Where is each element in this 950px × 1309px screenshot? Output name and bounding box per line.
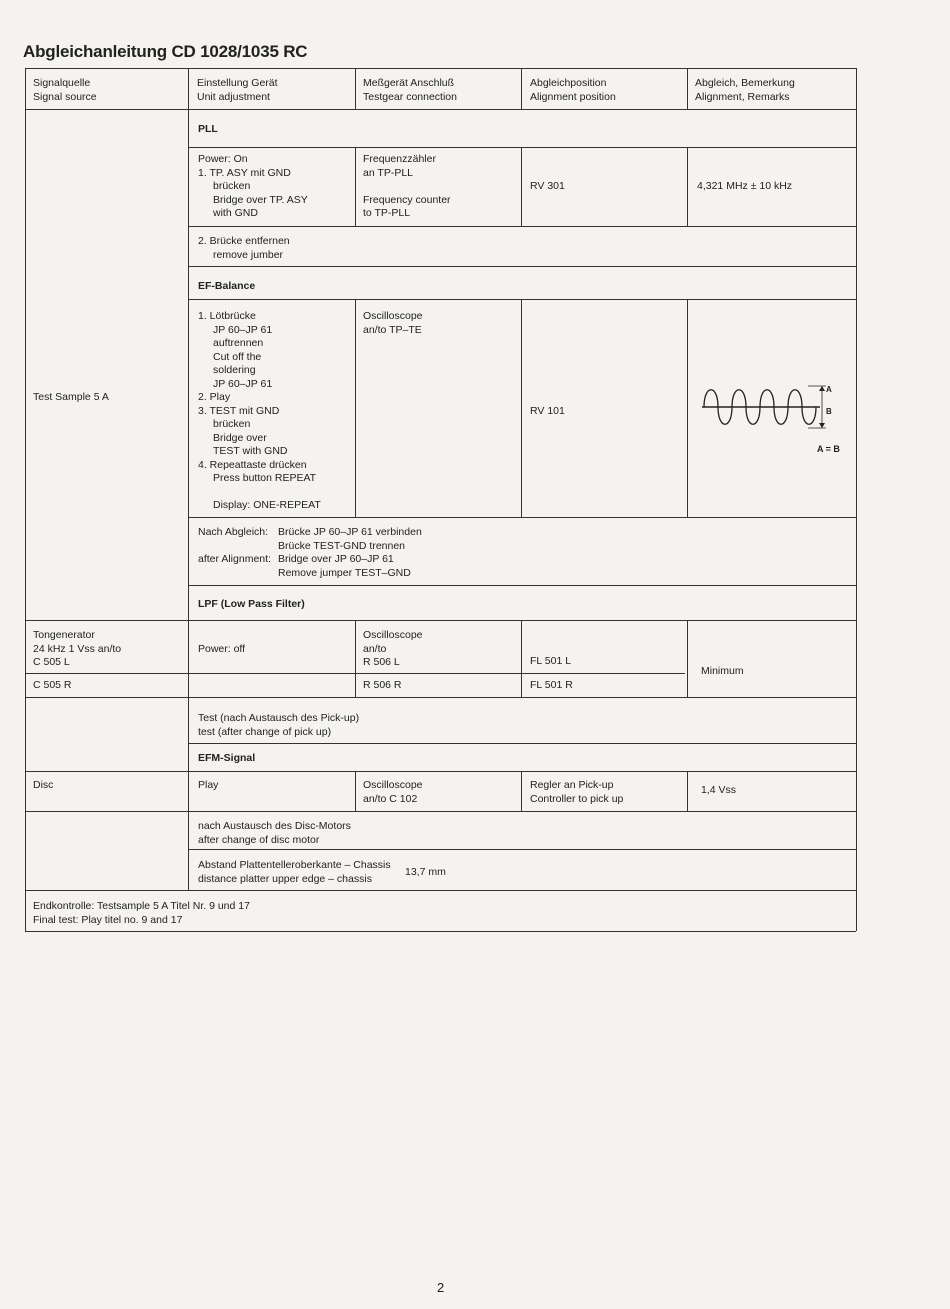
efm-distance-value: 13,7 mm: [405, 866, 446, 878]
efm-signal-source: Disc: [33, 779, 54, 791]
table-rule: [188, 226, 856, 227]
header-unit-adjustment: Einstellung Gerät Unit adjustment: [197, 77, 278, 103]
ef-signal-source: Test Sample 5 A: [33, 391, 109, 403]
page-number: 2: [437, 1280, 445, 1295]
section-title-efm: EFM-Signal: [198, 752, 256, 764]
efm-remark: 1,4 Vss: [701, 784, 737, 796]
efm-position: Regler an Pick-up Controller to pick up: [530, 779, 624, 805]
table-rule: [25, 890, 856, 891]
wave-label-b: B: [826, 407, 832, 416]
table-rule: [687, 299, 688, 517]
lpf-remark: Minimum: [701, 665, 744, 677]
table-rule: [25, 811, 856, 812]
table-rule: [521, 620, 522, 697]
efm-motor-note: nach Austausch des Disc-Motors after change of disc motor: [198, 820, 351, 846]
pll-position: RV 301: [530, 180, 565, 192]
table-rule: [188, 743, 856, 744]
table-rule: [521, 68, 522, 109]
table-rule: [188, 266, 856, 267]
table-rule: [355, 771, 356, 811]
table-rule: [188, 585, 856, 586]
lpf-testgear: Oscilloscope an/to R 506 L: [363, 629, 423, 668]
after-alignment-note: Nach Abgleich: Brücke JP 60–JP 61 verbinden Brücke TEST-GND trennen after Alignment: Bridge over JP 60–JP 61 Remove jumper TEST–GND: [198, 526, 422, 579]
efm-unit-adjustment: Play: [198, 779, 219, 791]
ef-display: Display: ONE-REPEAT: [213, 499, 321, 511]
table-rule: [856, 68, 857, 931]
table-rule: [687, 147, 688, 226]
page-title: Abgleichanleitung CD 1028/1035 RC: [23, 42, 308, 61]
alignment-table: [25, 68, 857, 932]
section-title-ef-balance: EF-Balance: [198, 280, 256, 292]
efm-testgear: Oscilloscope an/to C 102: [363, 779, 423, 805]
table-rule: [687, 620, 688, 697]
ef-remark: A = B: [817, 444, 840, 454]
lpf-testgear-r: R 506 R: [363, 679, 402, 691]
table-rule: [188, 68, 189, 890]
header-signal-source: Signalquelle Signal source: [33, 77, 97, 103]
table-rule: [188, 849, 856, 850]
table-rule: [687, 68, 688, 109]
table-rule: [521, 147, 522, 226]
table-rule: [521, 299, 522, 517]
table-rule: [188, 147, 856, 148]
efm-distance-note: Abstand Plattentelleroberkante – Chassis distance platter upper edge – chassis: [198, 859, 391, 885]
table-rule: [25, 620, 856, 621]
header-testgear-connection: Meßgerät Anschluß Testgear connection: [363, 77, 457, 103]
ef-testgear: Oscilloscope an/to TP–TE: [363, 310, 423, 336]
table-rule: [355, 620, 356, 697]
ef-position: RV 101: [530, 405, 565, 417]
table-rule: [188, 517, 856, 518]
lpf-unit-adjustment: Power: off: [198, 643, 246, 655]
table-rule: [25, 68, 26, 931]
table-rule: [355, 147, 356, 226]
pll-testgear: Frequenzzähler an TP-PLL Frequency counter to TP-PLL: [363, 153, 451, 219]
table-rule: [25, 697, 856, 698]
lpf-position-r: FL 501 R: [530, 679, 573, 691]
table-rule: [25, 931, 856, 932]
final-test-note: Endkontrolle: Testsample 5 A Titel Nr. 9 und 17 Final test: Play titel no. 9 and 17: [33, 900, 250, 926]
table-rule: [521, 771, 522, 811]
lpf-signal-source-r: C 505 R: [33, 679, 72, 691]
section-title-pll: PLL: [198, 123, 218, 135]
ef-unit-adjustment: 1. Lötbrücke JP 60–JP 61 auftrennen Cut off the soldering JP 60–JP 61 2. Play 3. TEST mit GND brücken Bridge over TEST with GND 4. Repeattaste drücken Press button REPEAT: [198, 310, 317, 484]
lpf-signal-source: Tongenerator 24 kHz 1 Vss an/to C 505 L: [33, 629, 122, 668]
header-alignment-remarks: Abgleich, Bemerkung Alignment, Remarks: [695, 77, 795, 103]
pll-remark: 4,321 MHz ± 10 kHz: [697, 180, 793, 192]
table-rule: [188, 299, 856, 300]
lpf-position: FL 501 L: [530, 655, 572, 667]
table-rule: [25, 771, 856, 772]
wave-label-a: A: [826, 385, 832, 394]
table-rule: [687, 771, 688, 811]
table-rule: [25, 68, 856, 69]
sine-waveform-diagram: [700, 372, 840, 442]
table-rule: [25, 109, 856, 110]
section-title-lpf: LPF (Low Pass Filter): [198, 598, 305, 610]
pll-unit-adjustment: Power: On 1. TP. ASY mit GND brücken Bridge over TP. ASY with GND: [198, 153, 308, 219]
table-rule: [355, 299, 356, 517]
lpf-test-note: Test (nach Austausch des Pick-up) test (after change of pick up): [198, 712, 360, 738]
table-rule: [355, 68, 356, 109]
pll-step-2: 2. Brücke entfernen remove jumber: [198, 235, 290, 261]
header-alignment-position: Abgleichposition Alignment position: [530, 77, 616, 103]
